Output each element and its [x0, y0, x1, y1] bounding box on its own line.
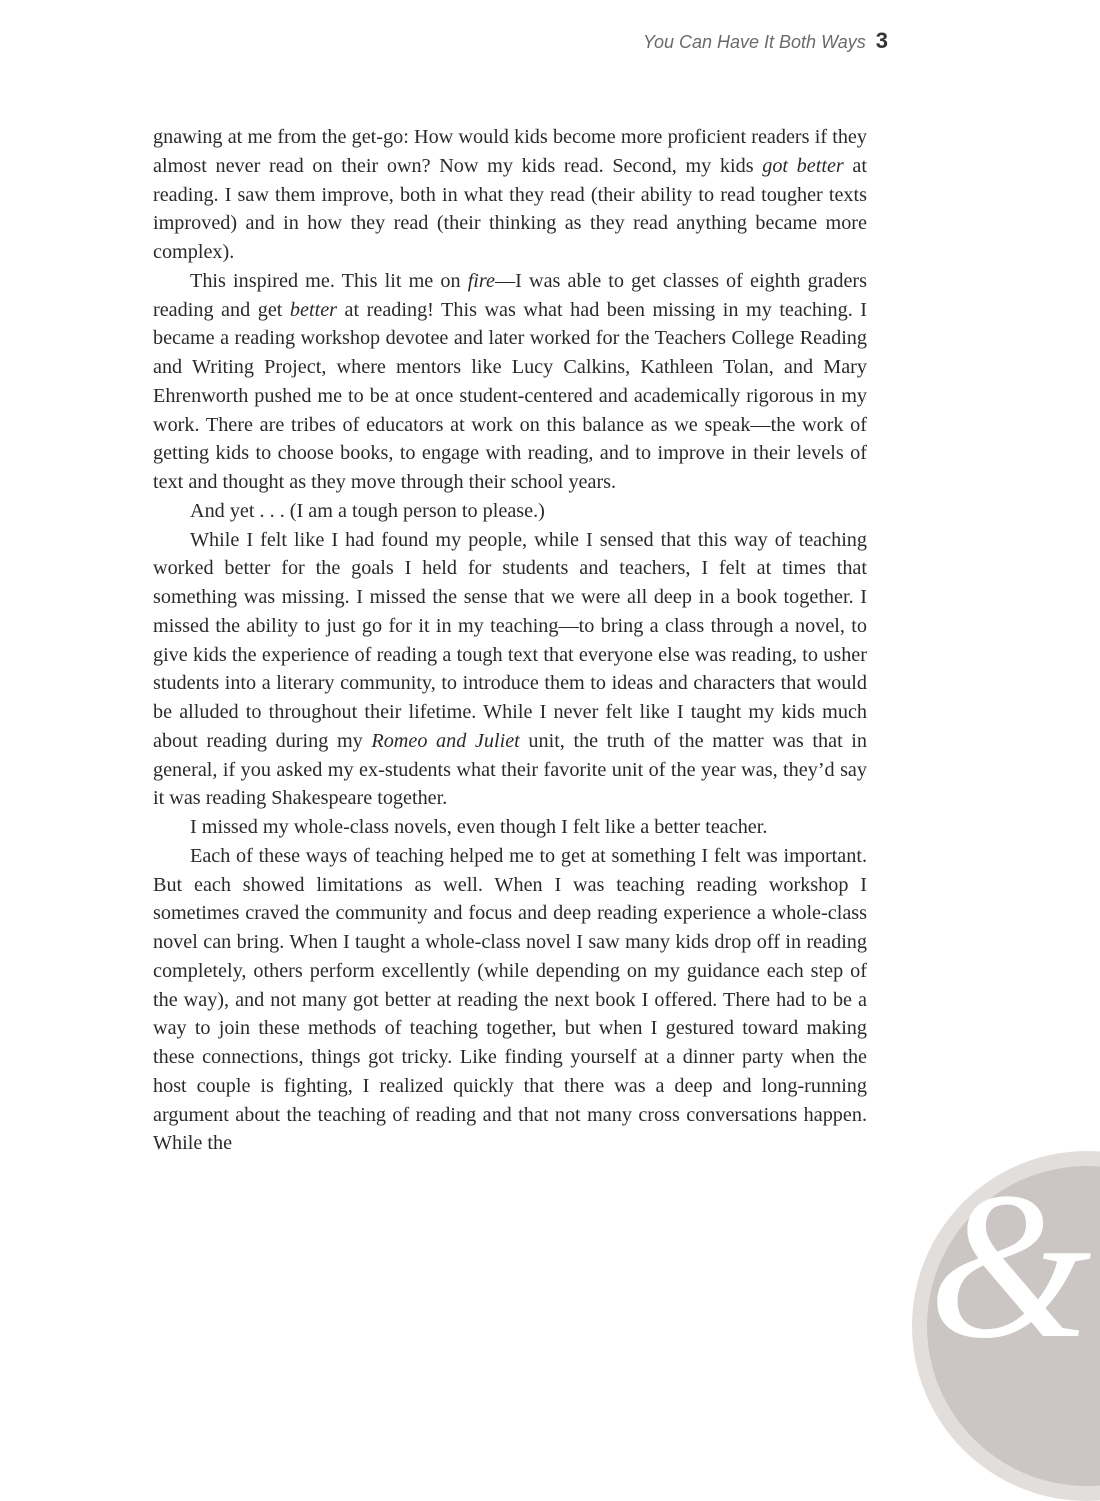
italic-text: better	[289, 298, 338, 321]
text-run: at reading. I saw them improve, both in what they read (their ability to read tougher texts improved) and in how they read (their thinking as they read anything became more complex).	[153, 154, 867, 263]
text-run: This inspired me. This lit me on	[190, 269, 468, 292]
running-title: You Can Have It Both Ways	[642, 32, 866, 52]
ampersand-icon	[912, 1151, 1100, 1501]
paragraph	[153, 123, 867, 267]
text-run: gnawing at me from the get-go: How would kids become more proficient readers if they almost never read on their own? Now my kids read. Second, my kids	[153, 126, 867, 177]
paragraph	[153, 813, 867, 842]
running-header	[643, 28, 888, 54]
text-run: I missed my whole-class novels, even though I felt like a better teacher.	[190, 816, 768, 838]
text-run: Each of these ways of teaching helped me to get at something I felt was important. But each showed limitations as well. When I was teaching reading workshop I sometimes craved the community and focus and deep reading experience a whole-class novel can bring. When I taught a whole-class novel I saw many kids drop off in reading completely, others perform excellently (while depending on my guidance each step of the way), and not many got better at reading the next book I offered. There had to be a way to join these methods of teaching together, but when I gestured toward making these connections, things got tricky. Like finding yourself at a dinner party when the host couple is fighting, I realized quickly that there was a deep and long-running argument about the teaching of reading and that not many cross conversations happen. While the	[153, 844, 867, 1155]
italic-text: got better	[762, 154, 844, 177]
italic-text: fire	[467, 269, 495, 292]
text-run: And yet . . . (I am a tough person to please.)	[190, 499, 545, 522]
paragraph	[153, 842, 867, 1158]
paragraph	[153, 526, 867, 814]
ampersand-glyph: &	[928, 1151, 1092, 1382]
body-text	[153, 123, 867, 1158]
page-number: 3	[875, 28, 888, 53]
paragraph	[153, 497, 867, 526]
text-run: unit, the truth of the matter was that in general, if you asked my ex-students what their favorite unit of the year was, they’d say it was reading Shakespeare together.	[153, 729, 867, 810]
italic-text: Romeo and Juliet	[371, 729, 520, 752]
text-run: While I felt like I had found my people, while I sensed that this way of teaching worked better for the goals I held for students and teachers, I felt at times that something was missing. I missed the sense that we were all deep in a book together. I missed the ability to just go for it in my teaching—to bring a class through a novel, to give kids the experience of reading a tough text that everyone else was reading, to usher students into a literary community, to introduce them to ideas and characters that would be alluded to throughout their lifetime. While I never felt like I taught my kids much about reading during my	[153, 528, 867, 752]
text-run: —I was able to get classes of eighth graders reading and get	[153, 269, 867, 321]
paragraph	[153, 267, 867, 497]
text-run: at reading! This was what had been missing in my teaching. I became a reading workshop devotee and later worked for the Teachers College Reading and Writing Project, where mentors like Lucy Calkins, Kathleen Tolan, and Mary Ehrenworth pushed me to be at once student-centered and academically rigorous in my work. There are tribes of educators at work on this balance as we speak—the work of getting kids to choose books, to engage with reading, and to improve in their levels of text and thought as they move through their school years.	[153, 298, 867, 493]
